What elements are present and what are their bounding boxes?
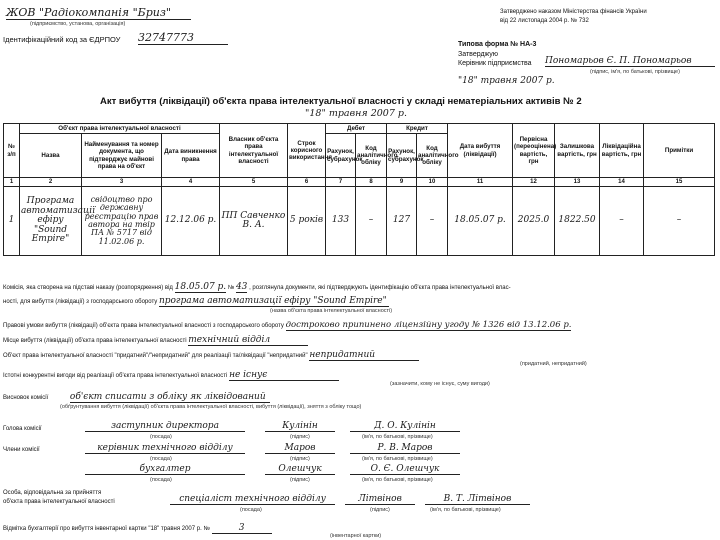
approval-date: "18" травня 2007 р. — [458, 76, 555, 86]
commission-text-a: Комісія, яка створена на підставі наказу (розпорядження) від — [3, 285, 173, 291]
footer-number: 3 — [212, 523, 272, 534]
commission-text-b: , розглянула документи, які підтверджують ідентифікацію об'єкта права інтелектуальної влас- — [249, 285, 511, 291]
document-date: "18" травня 2007 р. — [305, 108, 407, 119]
member-position: бухгалтер — [85, 464, 245, 475]
document-title: Акт вибуття (ліквідації) об'єкта права інтелектуальної власності у складі нематеріальних активів № 2 — [100, 96, 582, 107]
col-num: 11 — [448, 178, 513, 187]
footer-text: Відмітка бухгалтерії про вибуття інвентарної картки "18" травня 2007 р. № — [3, 526, 210, 532]
col-num: 1 — [4, 178, 20, 187]
benefit-caption: (зазначити, кому не існує, суму вигоди) — [390, 381, 490, 387]
organization-caption: (підприємство, установа, організація) — [30, 21, 126, 27]
col-num: 12 — [513, 178, 555, 187]
footer-line — [3, 523, 272, 534]
col-num: 15 — [644, 178, 715, 187]
footer-caption: (інвентарної картки) — [330, 533, 382, 539]
caption-name: (ім'я, по батькові, прізвище) — [362, 434, 433, 440]
col-num: 10 — [417, 178, 448, 187]
cell-owner: ПП Савченко В. А. — [220, 187, 288, 256]
place-value: технічний відділ — [188, 335, 308, 346]
col-num: 9 — [387, 178, 417, 187]
header-initial-value: Первісна (переоцінена) вартість, грн — [513, 124, 555, 178]
header-kredit-code: Код аналітичного обліку — [417, 134, 448, 178]
col-num: 13 — [555, 178, 600, 187]
object-name: програма автоматизації ефіру "Sound Empire" — [159, 296, 389, 307]
cell-name: Програма автоматизації ефіру "Sound Empire" — [20, 187, 82, 256]
edrpou-label: Ідентифікаційний код за ЄДРПОУ — [3, 35, 121, 44]
header-group-kredit: Кредит — [387, 124, 448, 134]
edrpou-value: 32747773 — [138, 31, 228, 45]
header-debet-code: Код аналітичного обліку — [356, 134, 387, 178]
caption-position: (посада) — [150, 434, 172, 440]
header-debet-account: Рахунок, субрахунок — [326, 134, 356, 178]
form-label: Типова форма № НА-3 — [458, 41, 537, 48]
caption-name: (ім'я, по батькові, прізвище) — [362, 456, 433, 462]
head-caption: (підпис, ім'я, по батькові, прізвище) — [590, 69, 680, 75]
suitability-line — [3, 350, 419, 361]
approved-line-2: від 22 листопада 2004 р. № 732 — [500, 18, 589, 24]
cell-debet-account: 133 — [326, 187, 356, 256]
cell-liquidation-value: – — [600, 187, 644, 256]
header-group-object: Об'єкт права інтелектуальної власності — [20, 124, 220, 134]
object-line — [3, 296, 389, 307]
head-label: Керівник підприємства — [458, 60, 532, 67]
header-no: № з/п — [4, 124, 20, 178]
header-document: Найменування та номер документа, що підтверджує майнові права на об'єкт — [82, 134, 162, 178]
header-residual-value: Залишкова вартість, грн — [555, 124, 600, 178]
assets-table — [3, 123, 715, 256]
col-num: 6 — [288, 178, 326, 187]
header-name: Назва — [20, 134, 82, 178]
conclusion-line — [3, 392, 270, 403]
member-name: О. Є. Олешчук — [350, 464, 460, 475]
header-term: Строк корисного використання — [288, 124, 326, 178]
caption-position: (посада) — [150, 477, 172, 483]
benefit-text: Істотні конкурентні вигоди від реалізації об'єкта права інтелектуальної власності — [3, 373, 228, 379]
header-owner: Власник об'єкта права інтелектуальної власності — [220, 124, 288, 178]
cell-notes: – — [644, 187, 715, 256]
member-name: Д. О. Кулінін — [350, 421, 460, 432]
table-row — [4, 187, 715, 256]
object-caption: (назва об'єкта права інтелектуальної власності) — [270, 308, 393, 314]
cell-debet-code: – — [356, 187, 387, 256]
cell-disposal-date: 18.05.07 р. — [448, 187, 513, 256]
caption-signature: (підпис) — [370, 507, 390, 513]
member-signature: Маров — [265, 443, 335, 454]
cell-kredit-code: – — [417, 187, 448, 256]
responsible-name: В. Т. Літвінов — [425, 494, 530, 505]
header-notes: Примітки — [644, 124, 715, 178]
caption-name: (ім'я, по батькові, прізвище) — [430, 507, 501, 513]
responsible-label-1: Особа, відповідальна за прийняття — [3, 490, 102, 496]
responsible-label-2: об'єкта права інтелектуальної власності — [3, 499, 115, 505]
col-num: 4 — [162, 178, 220, 187]
caption-signature: (підпис) — [290, 477, 310, 483]
benefit-value: не існує — [229, 370, 339, 381]
header-liquidation-value: Ліквідаційна вартість, грн — [600, 124, 644, 178]
header-group-debet: Дебет — [326, 124, 387, 134]
caption-signature: (підпис) — [290, 434, 310, 440]
cell-term: 5 років — [288, 187, 326, 256]
cell-origin-date: 12.12.06 р. — [162, 187, 220, 256]
place-line — [3, 335, 308, 346]
legal-text: Правові умови вибуття (ліквідації) об'єкта права інтелектуальної власності з господарського обороту — [3, 323, 284, 329]
column-numbers-row — [4, 178, 715, 187]
cell-document: свідоцтво про державну реєстрацію прав автора на твір ПА № 5717 від 11.02.06 р. — [82, 187, 162, 256]
col-num: 8 — [356, 178, 387, 187]
commission-members-label: Члени комісії — [3, 447, 40, 453]
col-num: 7 — [326, 178, 356, 187]
head-signature: Пономарьов Є. П. Пономарьов — [545, 56, 715, 67]
col-num: 5 — [220, 178, 288, 187]
conclusion-caption: (обґрунтування вибуття (ліквідації) об'єкта права інтелектуальної власності, вибуття (ліквідації), зняття з обліку тощо) — [60, 404, 362, 410]
header-disposal-date: Дата вибуття (ліквідації) — [448, 124, 513, 178]
object-text: ності, для вибуття (ліквідації) з господарського обороту — [3, 299, 158, 305]
member-signature: Олешчук — [265, 464, 335, 475]
suitability-value: непридатний — [309, 350, 419, 361]
responsible-signature: Літвінов — [345, 494, 415, 505]
order-no-label: № — [227, 285, 235, 291]
caption-position: (посада) — [240, 507, 262, 513]
place-text: Місце вибуття (ліквідації) об'єкта права інтелектуальної власності — [3, 338, 187, 344]
cell-kredit-account: 127 — [387, 187, 417, 256]
caption-position: (посада) — [150, 456, 172, 462]
col-num: 2 — [20, 178, 82, 187]
order-number: 43 — [235, 282, 248, 292]
legal-line — [3, 320, 571, 330]
caption-name: (ім'я, по батькові, прізвище) — [362, 477, 433, 483]
col-num: 3 — [82, 178, 162, 187]
suitability-caption: (придатний, непридатний) — [520, 361, 587, 367]
approve-label: Затверджую — [458, 51, 499, 58]
responsible-position: спеціаліст технічного відділу — [170, 494, 335, 505]
suitability-text: Об'єкт права інтелектуальної власності "придатний"/"непридатний" для реалізації та/ліквідації "непридатний" — [3, 353, 308, 359]
member-position: керівник технічного відділу — [85, 443, 245, 454]
legal-value: достроково припинено ліцензійну угоду № 1326 від 13.12.06 р. — [285, 320, 572, 330]
cell-initial-value: 2025.0 — [513, 187, 555, 256]
caption-signature: (підпис) — [290, 456, 310, 462]
conclusion-text: Висновок комісії — [3, 395, 49, 401]
commission-line — [3, 282, 715, 292]
organization-name: ЖОВ "Радіокомпанія "Бриз" — [6, 6, 191, 20]
header-origin-date: Дата виникнення права — [162, 134, 220, 178]
approved-line-1: Затверджено наказом Міністерства фінансів України — [500, 9, 647, 15]
commission-head-label: Голова комісії — [3, 426, 42, 432]
member-signature: Кулінін — [265, 421, 335, 432]
cell-residual-value: 1822.50 — [555, 187, 600, 256]
conclusion-value: об'єкт списати з обліку як ліквідований — [70, 392, 270, 403]
cell-no: 1 — [4, 187, 20, 256]
order-date: 18.05.07 р. — [174, 282, 227, 292]
header-kredit-account: Рахунок, субрахунок — [387, 134, 417, 178]
member-position: заступник директора — [85, 421, 245, 432]
benefit-line — [3, 370, 339, 381]
col-num: 14 — [600, 178, 644, 187]
member-name: Р. В. Маров — [350, 443, 460, 454]
